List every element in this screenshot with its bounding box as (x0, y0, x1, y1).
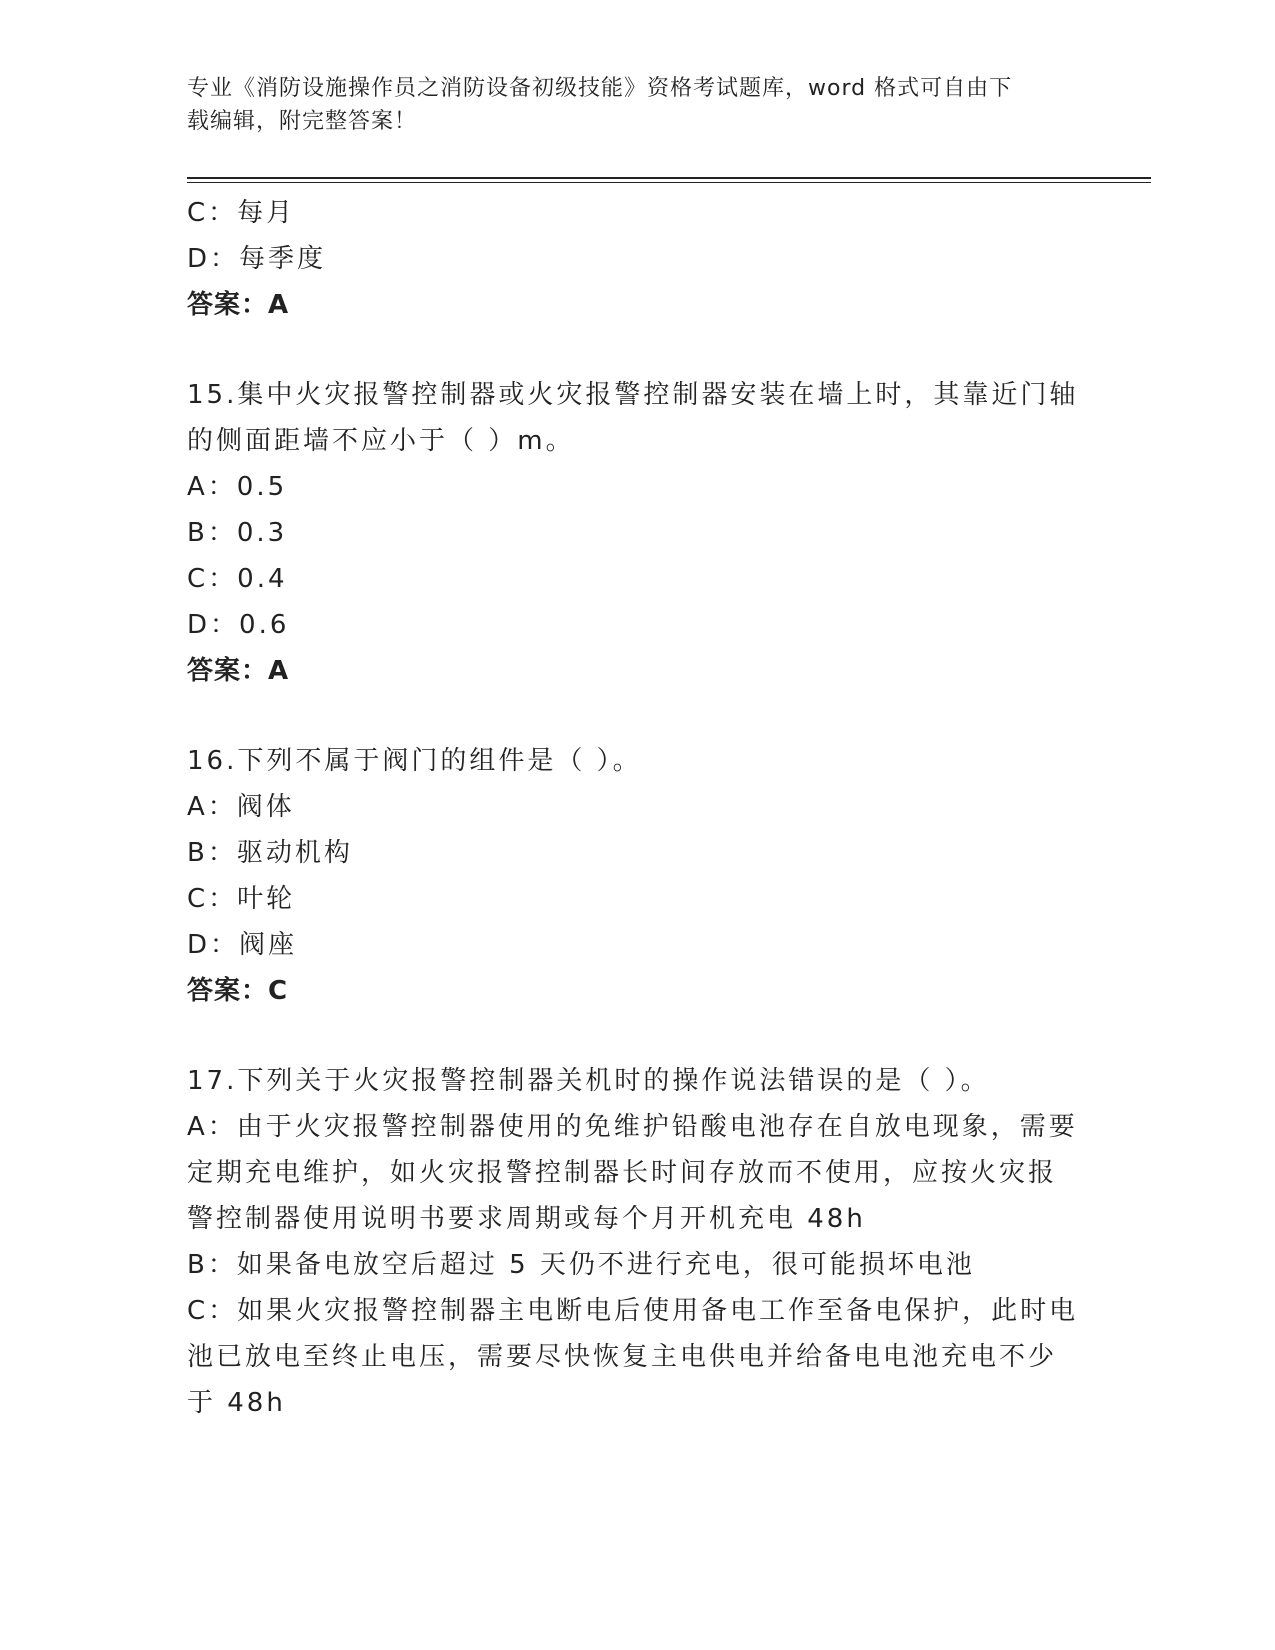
question-stem: 15.集中火灾报警控制器或火灾报警控制器安装在墙上时，其靠近门轴 (187, 380, 1079, 410)
option-d: D：阀座 (187, 930, 298, 960)
question-stem: 17.下列关于火灾报警控制器关机时的操作说法错误的是（ ）。 (187, 1066, 990, 1096)
option-a: A：0.5 (187, 472, 288, 502)
option-d: D：每季度 (187, 244, 327, 274)
spacer (187, 1014, 1087, 1058)
question-16 (187, 738, 1087, 1014)
answer-line: 答案：A (187, 656, 290, 686)
option-a: A：由于火灾报警控制器使用的免维护铅酸电池存在自放电现象，需要 (187, 1112, 1078, 1142)
header-rule-thin (187, 182, 1151, 183)
header-line-2: 载编辑，附完整答案！ (187, 109, 418, 134)
answer-line: 答案：C (187, 976, 289, 1006)
option-c-continued: 于 48h (187, 1388, 286, 1418)
option-c-continued: 池已放电至终止电压，需要尽快恢复主电供电并给备电电池充电不少 (187, 1342, 1058, 1372)
document-body (187, 190, 1087, 1426)
question-17 (187, 1058, 1087, 1426)
option-c: C：叶轮 (187, 884, 296, 914)
option-b: B：0.3 (187, 518, 288, 548)
spacer (187, 328, 1087, 372)
option-a-continued: 定期充电维护，如火灾报警控制器长时间存放而不使用，应按火灾报 (187, 1158, 1058, 1188)
previous-question-tail (187, 190, 1087, 328)
question-stem: 16.下列不属于阀门的组件是（ ）。 (187, 746, 642, 776)
spacer (187, 694, 1087, 738)
option-c: C：如果火灾报警控制器主电断电后使用备电工作至备电保护，此时电 (187, 1296, 1079, 1326)
header-rule-thick (187, 177, 1151, 179)
option-b: B：驱动机构 (187, 838, 353, 868)
option-d: D：0.6 (187, 610, 290, 640)
question-stem-continued: 的侧面距墙不应小于（ ）m。 (187, 426, 575, 456)
option-a: A：阀体 (187, 792, 295, 822)
option-b: B：如果备电放空后超过 5 天仍不进行充电，很可能损坏电池 (187, 1250, 975, 1280)
document-header (187, 72, 1087, 138)
option-c: C：每月 (187, 198, 296, 228)
option-a-continued: 警控制器使用说明书要求周期或每个月开机充电 48h (187, 1204, 866, 1234)
question-15 (187, 372, 1087, 694)
header-line-1: 专业《消防设施操作员之消防设备初级技能》资格考试题库，word 格式可自由下 (187, 76, 1013, 101)
option-c: C：0.4 (187, 564, 288, 594)
answer-line: 答案：A (187, 290, 290, 320)
